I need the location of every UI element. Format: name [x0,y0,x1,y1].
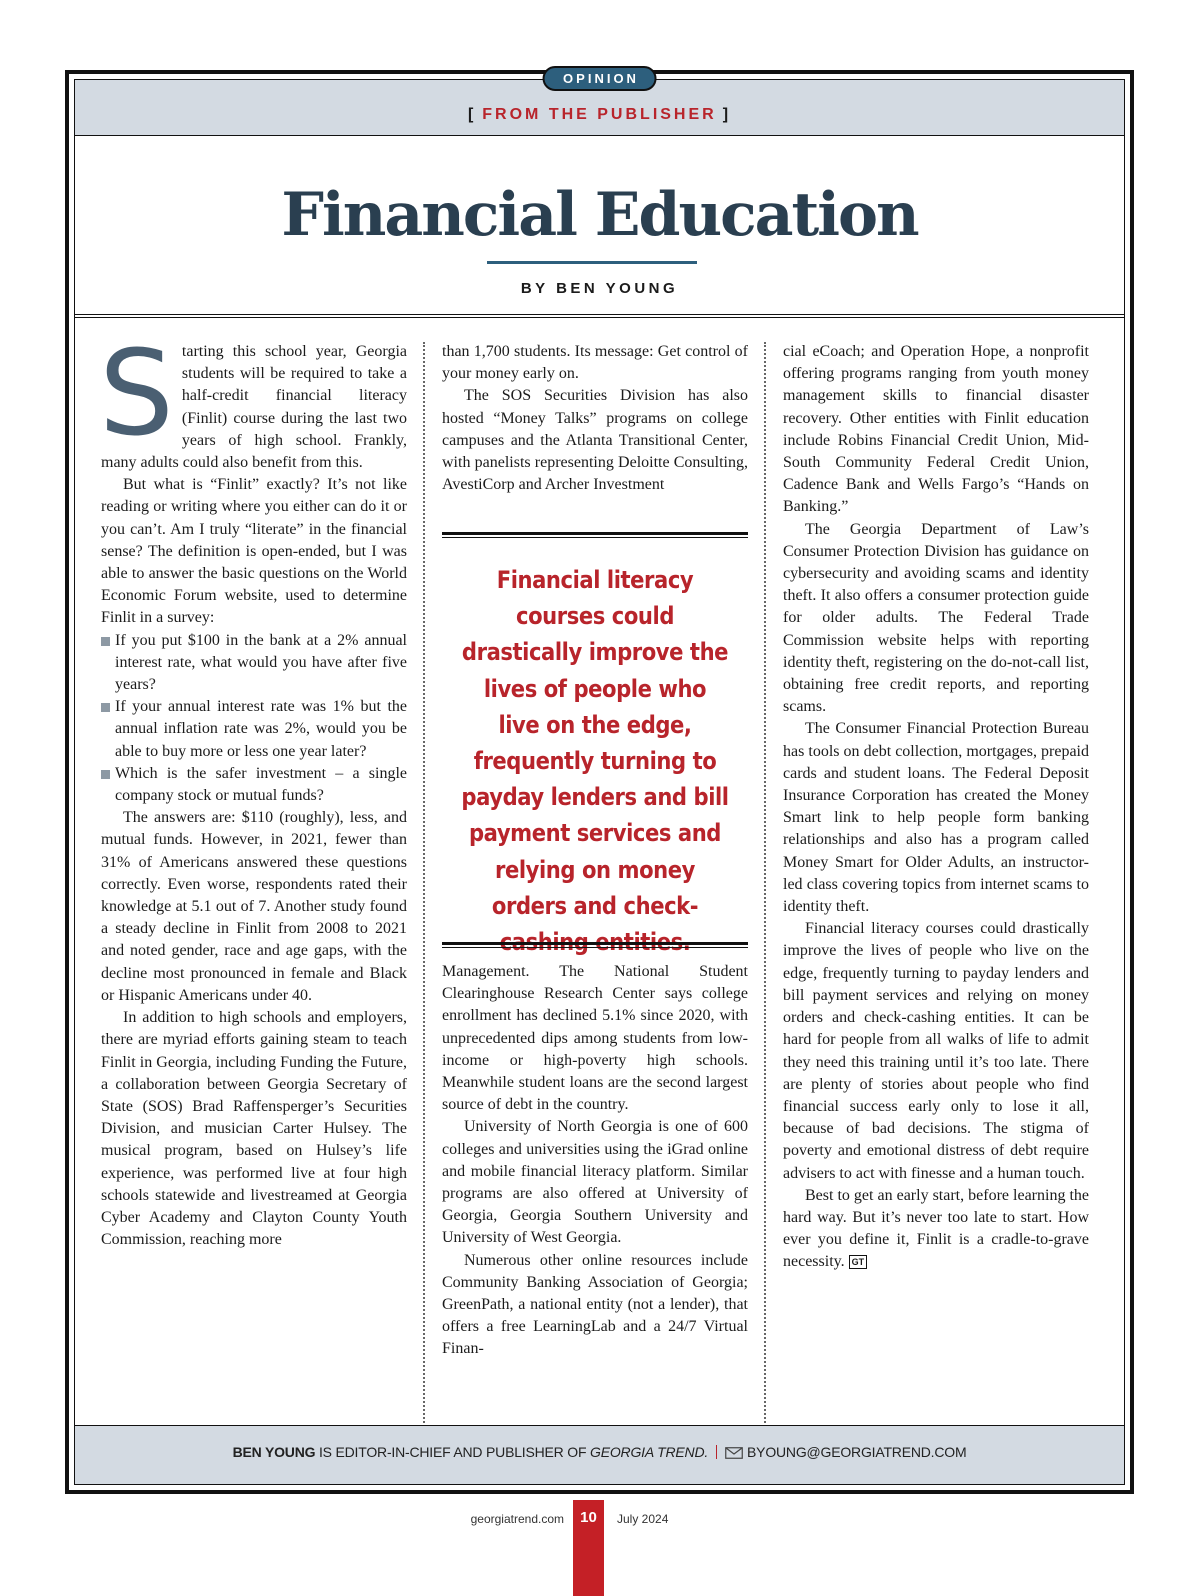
site-url[interactable]: georgiatrend.com [470,1512,564,1526]
pull-quote-text: Financial literacy courses could drastically improve the lives of people who live on the edge, frequently turning to payday lenders and bill payment services and relying on money orders and check-cashing entities. [461,566,729,957]
bracket-open: [ [467,106,477,123]
paragraph: The SOS Securities Division has also hosted “Money Talks” programs on college campuses and the Atlanta Transitional Center, with panelists representing Deloitte Consulting, AvestiCorp and Archer Investment [442,387,748,494]
bullet-square-icon [101,770,110,779]
end-mark-icon: GT [849,1255,868,1269]
column-divider [423,342,425,1462]
list-item: Which is the safer investment – a single company stock or mutual funds? [101,763,407,807]
article-title: Financial Education [281,180,918,250]
paragraph: But what is “Finlit” exactly? It’s not like reading or writing where you either can do it or you can’t. Am I truly “literate” in the financial sense? The definition is open-ended, but I was able to answer the basic questions on the World Economic Forum website, used to determine Finlit in a survey: [101,476,407,627]
bullet-square-icon [101,703,110,712]
issue-date: July 2024 [617,1512,669,1526]
department-text: FROM THE PUBLISHER [482,106,717,123]
paragraph: The Georgia Department of Law’s Consumer Protection Division has guidance on cybersecurity and avoiding scams and identity theft. It also offers a consumer protection guide for older adults. The Federal Trade Commission website helps with reporting identity theft, registering on the do-not-call list, obtaining free credit reports, and reporting scams. [783,520,1089,716]
byline: BY BEN YOUNG [520,280,679,297]
envelope-icon [725,1446,743,1462]
department-label [75,106,1124,124]
pull-quote-top-rule [442,532,748,538]
bullet-square-icon [101,637,110,646]
paragraph: Numerous other online resources include Community Banking Association of Georgia; GreenPath, a national entity (not a lender), that offers a free LearningLab and a 24/7 Virtual Finan- [442,1251,748,1358]
article-inner-frame [74,71,1125,1485]
column-2 [442,341,748,496]
article-frame [65,70,1134,1494]
paragraph: University of North Georgia is one of 600 colleges and universities using the iGrad online and mobile financial literacy platform. Similar programs are also offered at University of Georgia, Georgia Southern University and University of West Georgia. [442,1118,748,1247]
author-name: BEN YOUNG [232,1444,316,1460]
page-number: 10 [573,1500,604,1596]
bracket-close: ] [722,106,732,123]
header-separator [75,314,1124,318]
header-band [75,71,1124,136]
column-3 [783,341,1089,1274]
publication-name: GEORGIA TREND. [590,1444,709,1460]
pull-quote [442,532,748,957]
paragraph: The Consumer Financial Protection Bureau has tools on debt collection, mortgages, prepaid cards and student loans. The Federal Deposit Insurance Corporation has created the Money Smart link to help people form banking relationships and also has a program called Money Smart for Older Adults, an instructor-led class covering topics from internet scams to identity theft. [783,720,1089,916]
section-pill: OPINION [542,66,657,91]
author-role: IS EDITOR-IN-CHIEF AND PUBLISHER OF [315,1444,591,1460]
pull-quote-bottom-rule [442,942,748,948]
author-footer-band [75,1425,1124,1484]
author-bio [75,1444,1124,1462]
paragraph: Starting this school year, Georgia students will be required to take a half-credit financial literacy (Finlit) course during the last two years of high school. Frankly, many adults could also benefit from this. [99,324,407,472]
paragraph: than 1,700 students. Its message: Get control of your money early on. [442,343,748,383]
title-underline [487,261,697,264]
column-1 [99,324,407,1251]
paragraph: Best to get an early start, before learning the hard way. But it’s never too late to start. How ever you define it, Finlit is a cradle-to-grave necessity. GT [783,1186,1089,1271]
list-item: If your annual interest rate was 1% but the annual inflation rate was 2%, would you be able to buy more or less one year later? [101,696,407,763]
author-email[interactable]: BYOUNG@GEORGIATREND.COM [747,1444,967,1460]
paragraph: In addition to high schools and employers, there are myriad efforts gaining steam to teach Finlit in Georgia, including Funding the Future, a collaboration between Georgia Secretary of State (SOS) Brad Raffensperger’s Securities Division, and musician Carter Hulsey. The musical program, based on Hulsey’s life experience, was performed live at four high schools statewide and livestreamed at Georgia Cyber Academy and Clayton County Youth Commission, reaching more [101,1009,407,1249]
column-divider [764,342,766,1462]
paragraph: Financial literacy courses could drastically improve the lives of people who live on the edge, frequently turning to payday lenders and bill payment services and relying on money orders and check-cashing entities. It can be hard for people from all walks of life to admit they need this training until it’s too late. There are plenty of stories about people who find financial success early only to lose it all, because of bad decisions. The stigma of poverty and emotional distress of debt require advisers to act with finesse and a human touch. [783,920,1089,1182]
paragraph: The answers are: $110 (roughly), less, and mutual funds. However, in 2021, fewer than 31% of Americans answered these questions correctly. Even worse, respondents rated their knowledge at 5.1 out of 7. Another study found a steady decline in Finlit from 2008 to 2021 and noted gender, race and age gaps, with the decline most pronounced in female and Black or Hispanic Americans under 40. [101,809,407,1004]
drop-cap: S [99,324,174,462]
question-list [101,630,407,808]
paragraph: Management. The National Student Clearinghouse Research Center says college enrollment has declined 5.1% since 2020, with unprecedented dips among students from low-income or high-poverty high schools. Meanwhile student loans are the second largest source of debt in the country. [442,963,748,1114]
column-2-continued [442,961,748,1361]
footer-divider [716,1445,717,1459]
paragraph: cial eCoach; and Operation Hope, a nonprofit offering programs ranging from youth money management skills to financial disaster recovery. Other entities with Finlit education include Robins Financial Credit Union, Mid-South Community Federal Credit Union, Cadence Bank and Wells Fargo’s “Hands on Banking.” [783,343,1089,516]
page-footer [0,1500,1200,1596]
list-item: If you put $100 in the bank at a 2% annual interest rate, what would you have after five years? [101,630,407,697]
